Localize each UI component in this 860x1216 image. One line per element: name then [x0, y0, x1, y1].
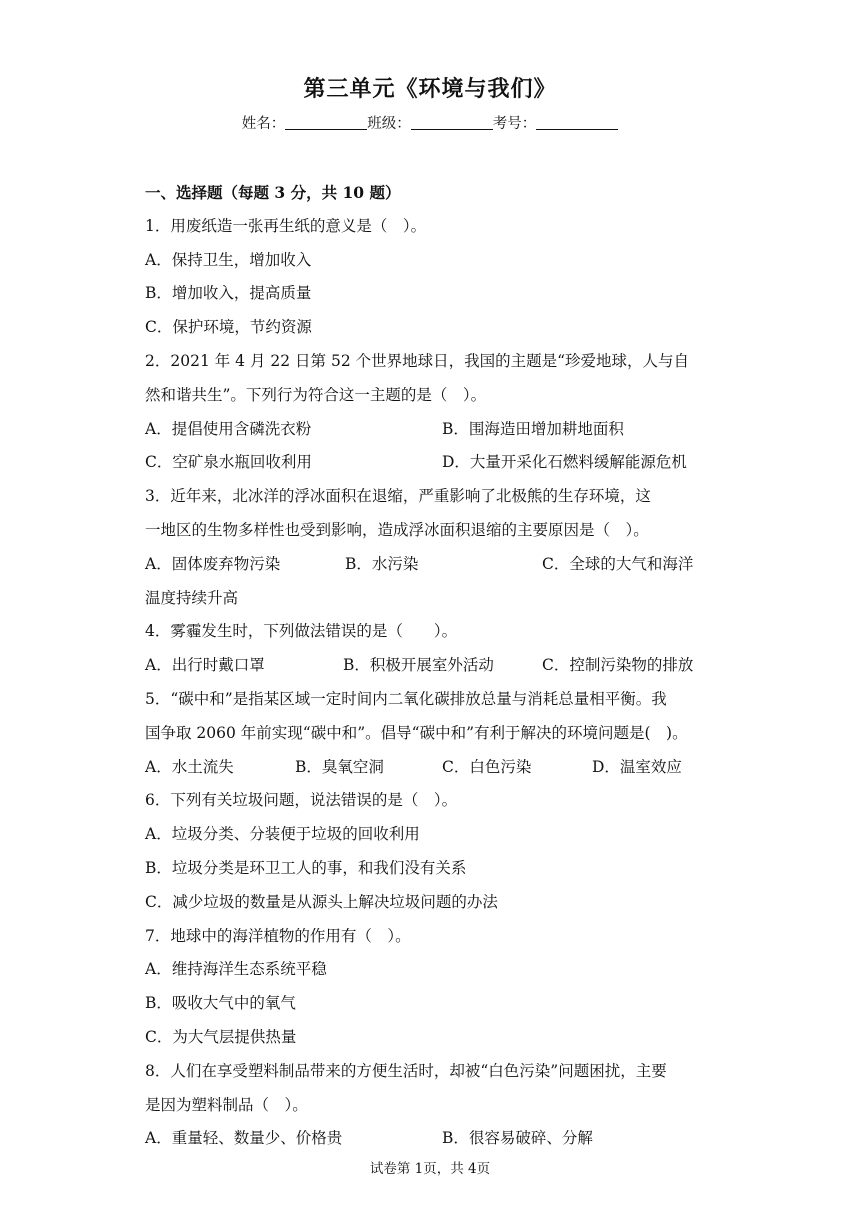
question-5-option-c: C．白色污染 — [442, 757, 532, 776]
page-title: 第三单元《环境与我们》 — [303, 76, 557, 102]
question-7-stem: 7．地球中的海洋植物的作用有（ ）。 — [145, 926, 411, 945]
question-6-option-b: B．垃圾分类是环卫工人的事，和我们没有关系 — [145, 858, 467, 877]
section-heading: 一、选择题（每题 3 分，共 10 题） — [145, 183, 401, 202]
question-2-stem-line-1: 2．2021 年 4 月 22 日第 52 个世界地球日，我国的主题是“珍爱地球，人与自 — [145, 351, 690, 370]
question-6-option-a: A．垃圾分类、分装便于垃圾的回收利用 — [145, 825, 420, 844]
question-5-option-b: B．臭氧空洞 — [295, 757, 384, 776]
question-3-option-c: C．全球的大气和海洋 — [542, 554, 694, 573]
question-4-stem: 4．雾霾发生时，下列做法错误的是（ ）。 — [145, 622, 458, 641]
question-5-stem-line-1: 5．“碳中和”是指某区域一定时间内二氧化碳排放总量与消耗总量相平衡。我 — [145, 689, 667, 708]
question-7-option-b: B．吸收大气中的氧气 — [145, 994, 296, 1013]
question-3-option-c-continued: 温度持续升高 — [145, 588, 239, 607]
question-list — [145, 176, 735, 1156]
question-7-option-c: C．为大气层提供热量 — [145, 1027, 297, 1046]
class-blank[interactable] — [411, 115, 493, 130]
question-2-option-a: A．提倡使用含磷洗衣粉 — [145, 419, 312, 438]
exam-number-blank[interactable] — [536, 115, 618, 130]
question-1-option-b: B．增加收入，提高质量 — [145, 284, 312, 303]
question-5-option-a: A．水土流失 — [145, 757, 234, 776]
question-2-options-row-1 — [145, 413, 735, 447]
student-info-line — [0, 114, 860, 134]
class-label: 班级： — [367, 116, 411, 132]
question-5-option-d: D．温室效应 — [592, 757, 682, 776]
question-4-option-a: A．出行时戴口罩 — [145, 656, 265, 675]
question-2-options-row-2 — [145, 446, 735, 480]
question-3-options-row — [145, 548, 735, 582]
question-8-option-a: A．重量轻、数量少、价格贵 — [145, 1129, 343, 1148]
question-5-stem-line-2: 国争取 2060 年前实现“碳中和”。倡导“碳中和”有利于解决的环境问题是( )。 — [145, 723, 688, 742]
question-1-option-c: C．保护环境，节约资源 — [145, 318, 312, 337]
question-3-stem-line-2: 一地区的生物多样性也受到影响，造成浮冰面积退缩的主要原因是（ ）。 — [145, 520, 649, 539]
question-8-options-row — [145, 1122, 735, 1156]
question-5-options-row — [145, 751, 735, 785]
question-6-stem: 6．下列有关垃圾问题，说法错误的是（ ）。 — [145, 791, 458, 810]
question-6-option-c: C．减少垃圾的数量是从源头上解决垃圾问题的办法 — [145, 892, 498, 911]
name-blank[interactable] — [285, 115, 367, 130]
question-4-option-b: B．积极开展室外活动 — [343, 656, 494, 675]
question-1-stem: 1．用废纸造一张再生纸的意义是（ ）。 — [145, 216, 427, 235]
question-8-option-b: B．很容易破碎、分解 — [442, 1129, 593, 1148]
question-3-option-b: B．水污染 — [345, 554, 419, 573]
name-label: 姓名： — [241, 116, 286, 132]
question-3-stem-line-1: 3．近年来，北冰洋的浮冰面积在退缩，严重影响了北极熊的生存环境，这 — [145, 487, 651, 506]
question-4-option-c: C．控制污染物的排放 — [542, 656, 694, 675]
question-7-option-a: A．维持海洋生态系统平稳 — [145, 960, 327, 979]
question-8-stem-line-2: 是因为塑料制品（ ）。 — [145, 1095, 308, 1114]
question-8-stem-line-1: 8．人们在享受塑料制品带来的方便生活时，却被“白色污染”问题困扰，主要 — [145, 1061, 667, 1080]
question-2-option-d: D．大量开采化石燃料缓解能源危机 — [442, 453, 687, 472]
question-2-option-c: C．空矿泉水瓶回收利用 — [145, 453, 312, 472]
exam-number-label: 考号： — [492, 116, 537, 132]
page-footer: 试卷第 1页，共 4页 — [369, 1161, 491, 1177]
question-2-option-b: B．围海造田增加耕地面积 — [442, 419, 624, 438]
question-4-options-row — [145, 649, 735, 683]
question-3-option-a: A．固体废弃物污染 — [145, 554, 281, 573]
question-1-option-a: A．保持卫生，增加收入 — [145, 250, 312, 269]
question-2-stem-line-2: 然和谐共生”。下列行为符合这一主题的是（ ）。 — [145, 385, 487, 404]
